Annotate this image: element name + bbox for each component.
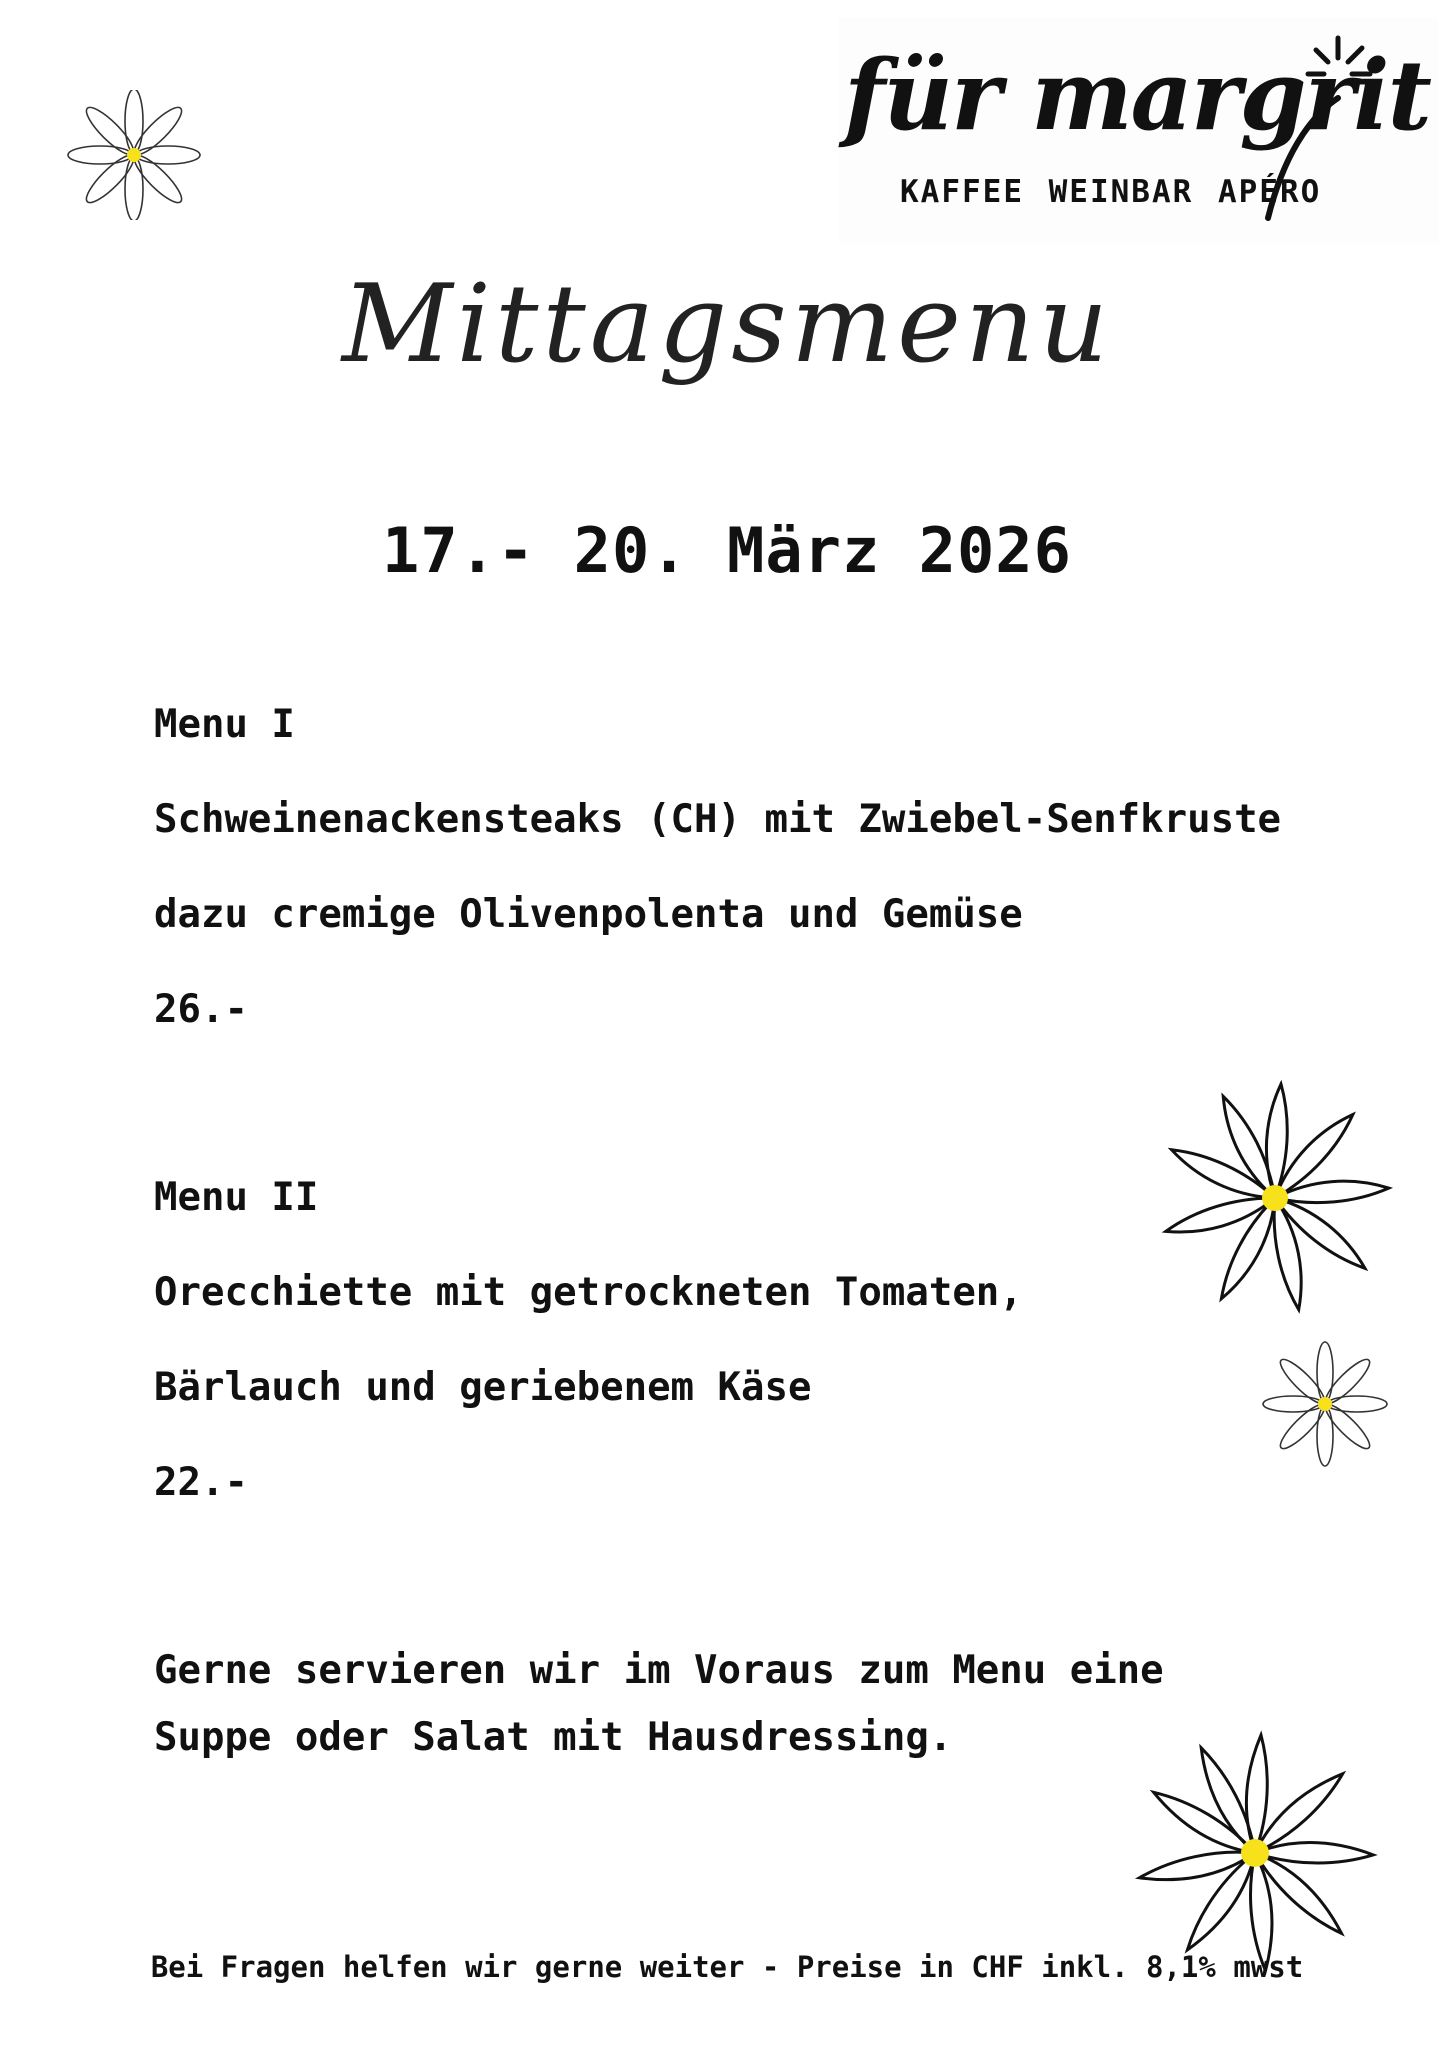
daisy-icon [1258, 1340, 1392, 1468]
daisy-icon [66, 90, 202, 220]
menu2-price: 22.- [154, 1460, 248, 1505]
logo-tagline: KAFFEE WEINBAR APÉRO [900, 174, 1322, 210]
logo [838, 18, 1438, 243]
footer-note: Bei Fragen helfen wir gerne weiter - Preise in CHF inkl. 8,1% mwst [150, 1950, 1304, 1984]
menu2-dish-line1: Orecchiette mit getrockneten Tomaten, [154, 1270, 1023, 1315]
daisy-icon [1130, 1728, 1380, 1978]
menu2-dish-line2: Bärlauch und geriebenem Käse [154, 1365, 812, 1410]
menu1-dish-line1: Schweinenackensteaks (CH) mit Zwiebel-Senfkruste [154, 797, 1282, 842]
note-line1: Gerne servieren wir im Voraus zum Menu eine [154, 1648, 1164, 1693]
note-line2: Suppe oder Salat mit Hausdressing. [154, 1715, 953, 1760]
menu2-heading: Menu II [154, 1175, 319, 1220]
logo-script: für margrit [844, 39, 1430, 152]
menu1-price: 26.- [154, 987, 248, 1032]
daisy-icon [1150, 1078, 1400, 1318]
menu1-heading: Menu I [154, 702, 295, 747]
menu-title: Mittagsmenu [341, 262, 1113, 387]
menu1-dish-line2: dazu cremige Olivenpolenta und Gemüse [154, 892, 1023, 937]
menu-date: 17.- 20. März 2026 [382, 514, 1072, 587]
